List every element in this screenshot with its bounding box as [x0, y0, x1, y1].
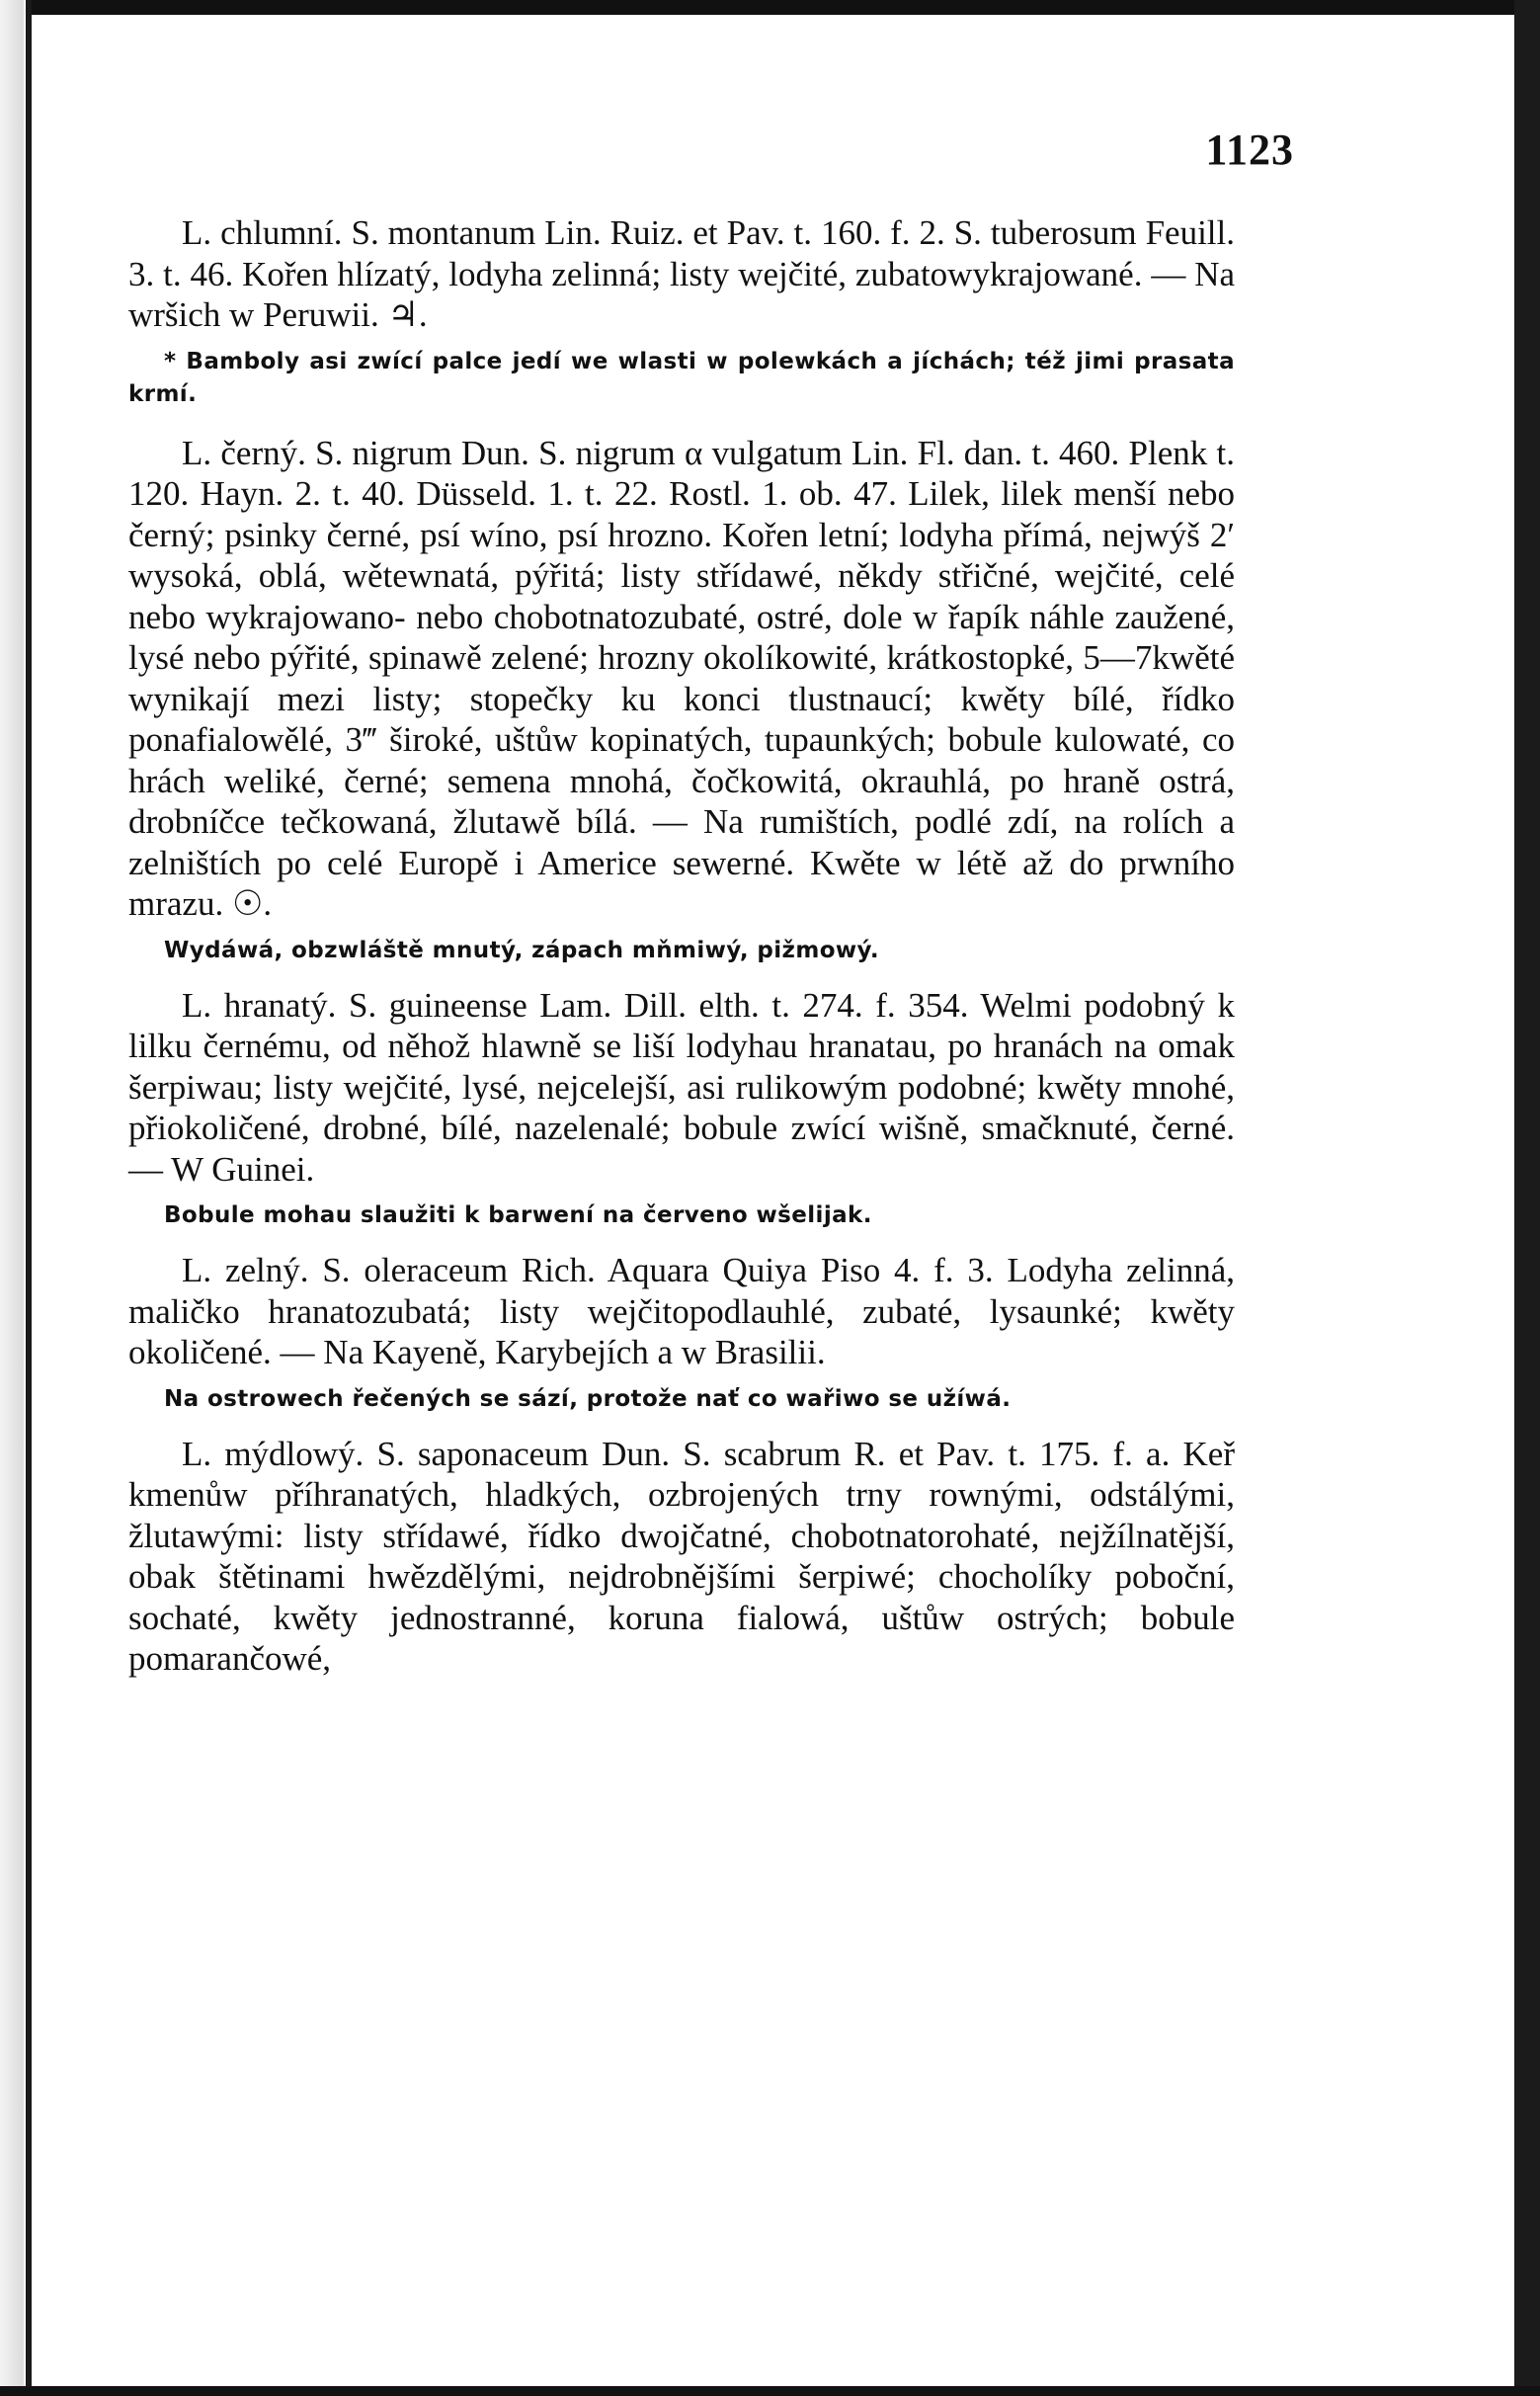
entry-l-cerny: L. černý. S. nigrum Dun. S. nigrum α vulgatum Lin. Fl. dan. t. 460. Plenk t. 120. Hayn. 2. t. 40. Düsseld. 1. t. 22. Rostl. 1. ob. 47. Lilek, lilek menší nebo černý; psinky černé, psí wíno, psí hrozno. Kořen letní; lodyha přímá, nejwýš 2′ wysoká, oblá, wětewnatá, pýřitá; listy střídawé, někdy střičné, wejčité, celé nebo wykrajowano- nebo chobotnatozubaté, ostré, dole w řapík náhle zaužené, lysé nebo pýřité, spinawě zelené; hrozny okolíkowité, krátkostopké, 5—7kwěté wynikají mezi listy; stopečky ku konci tlustnaucí; kwěty bílé, řídko ponafialowělé, 3‴ široké, uštůw kopinatých, tupaunkých; bobule kulowaté, co hrách weliké, černé; semena mnohá, čočkowitá, okrauhlá, po hraně ostrá, drobníčce tečkowaná, žlutawě bílá. — Na rumištích, podlé zdí, na rolích a zelništích po celé Europě i Americe sewerné. Kwěte w létě až do prwního mrazu. ☉.: [128, 433, 1235, 923]
scan-border-left: [0, 0, 32, 2396]
note-bobule: Bobule mohau slaužiti k barwení na červeno wšelijak.: [164, 1202, 872, 1228]
note-bamboly: * Bamboly asi zwící palce jedí we wlasti w polewkách a jíchách; též jimi prasata krmí.: [128, 348, 1235, 407]
entry-l-chlumni: L. chlumní. S. montanum Lin. Ruiz. et Pav. t. 160. f. 2. S. tuberosum Feuill. 3. t. 46. Kořen hlízatý, lodyha zelinná; listy wejčité, zubatowykrajowané. — Na wršich w Peruwii. ♃.: [128, 213, 1235, 334]
scan-border-top: [0, 0, 1540, 15]
text-body: [128, 212, 1235, 1680]
page-number: 1123: [1205, 125, 1294, 174]
binding-edge: [0, 0, 24, 2396]
scan-border-bottom: [0, 2386, 1540, 2396]
entry-l-zelny: L. zelný. S. oleraceum Rich. Aquara Quiya Piso 4. f. 3. Lodyha zelinná, maličko hranatozubatá; listy wejčitopodlauhlé, zubaté, lysaunké; kwěty okoličené. — Na Kayeně, Karybejích a w Brasilii.: [128, 1251, 1235, 1371]
note-ostrowy: Na ostrowech řečených se sází, protože nať co wařiwo se užíwá.: [164, 1385, 1012, 1412]
note-wydawa: Wydáwá, obzwláště mnutý, zápach mňmiwý, pižmowý.: [164, 937, 879, 963]
entry-l-hranaty: L. hranatý. S. guineense Lam. Dill. elth. t. 274. f. 354. Welmi podobný k lilku černému, od něhož hlawně se liší lodyhau hranatau, po hranách na omak šerpiwau; listy wejčité, lysé, nejcelejší, asi rulikowým podobné; kwěty mnohé, přiokoličené, drobné, bílé, nazelenalé; bobule zwící wišně, smačknuté, černé. — W Guinei.: [128, 985, 1235, 1189]
scan-border-right: [1514, 0, 1540, 2396]
entry-l-mydlowy: L. mýdlowý. S. saponaceum Dun. S. scabrum R. et Pav. t. 175. f. a. Keř kmenůw příhranatých, hladkých, ozbrojených trny rownými, odstálými, žlutawými: listy střídawé, řídko dwojčatné, chobotnatorohaté, nejžílnatější, obak štětinami hwězdělými, nejdrobnějšími šerpiwé; chocholíky poboční, sochaté, kwěty jednostranné, koruna fialowá, uštůw ostrých; bobule pomarančowé,: [128, 1434, 1235, 1678]
